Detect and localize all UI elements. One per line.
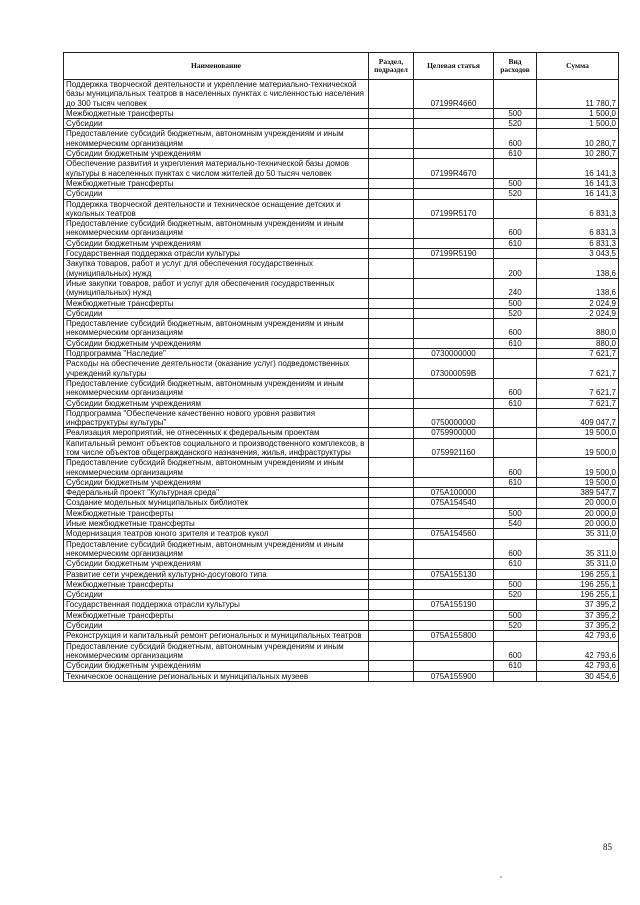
cell-name: Субсидии бюджетным учреждениям (64, 477, 369, 487)
cell-name: Субсидии бюджетным учреждениям (64, 149, 369, 159)
cell-type: 600 (494, 539, 537, 559)
cell-sum: 35 311,0 (537, 539, 619, 559)
cell-target (414, 519, 494, 529)
cell-type: 520 (494, 189, 537, 199)
table-row (64, 149, 619, 159)
cell-name: Реализация мероприятий, не отнесенных к федеральным проектам (64, 428, 369, 438)
table-row (64, 178, 619, 188)
table-row (64, 159, 619, 179)
cell-target: 07199R4660 (414, 80, 494, 109)
cell-section (369, 178, 414, 188)
cell-name: Межбюджетные трансферты (64, 579, 369, 589)
table-row (64, 359, 619, 379)
cell-section (369, 631, 414, 641)
table-body (64, 80, 619, 682)
cell-name: Субсидии бюджетным учреждениям (64, 398, 369, 408)
cell-type: 610 (494, 338, 537, 348)
cell-name: Предоставление субсидий бюджетным, автономным учреждениям и иным некоммерческим организациям (64, 378, 369, 398)
table-row (64, 519, 619, 529)
cell-type: 500 (494, 579, 537, 589)
cell-type: 600 (494, 219, 537, 239)
cell-sum: 19 500,0 (537, 477, 619, 487)
cell-target (414, 108, 494, 118)
cell-section (369, 600, 414, 610)
cell-target (414, 610, 494, 620)
cell-target: 0759921160 (414, 438, 494, 458)
cell-section (369, 378, 414, 398)
cell-target (414, 590, 494, 600)
cell-type: 500 (494, 508, 537, 518)
cell-target: 0750000000 (414, 408, 494, 428)
cell-name: Предоставление субсидий бюджетным, автономным учреждениям и иным некоммерческим организациям (64, 458, 369, 478)
cell-sum: 196 255,1 (537, 579, 619, 589)
cell-sum: 42 793,6 (537, 641, 619, 661)
cell-sum: 3 043,5 (537, 249, 619, 259)
cell-section (369, 359, 414, 379)
cell-section (369, 569, 414, 579)
cell-section (369, 249, 414, 259)
table-row (64, 539, 619, 559)
cell-type: 600 (494, 458, 537, 478)
table-row (64, 80, 619, 109)
table-row (64, 398, 619, 408)
cell-sum: 880,0 (537, 319, 619, 339)
cell-section (369, 621, 414, 631)
cell-sum: 196 255,1 (537, 569, 619, 579)
table-row (64, 259, 619, 279)
cell-sum: 138,6 (537, 259, 619, 279)
cell-sum: 1 500,0 (537, 119, 619, 129)
cell-section (369, 199, 414, 219)
cell-target: 0730000000 (414, 349, 494, 359)
cell-target: 075A155800 (414, 631, 494, 641)
cell-name: Субсидии (64, 308, 369, 318)
table-row (64, 129, 619, 149)
cell-type (494, 349, 537, 359)
table-row (64, 108, 619, 118)
table-row (64, 661, 619, 671)
header-name: Наименование (64, 53, 369, 80)
cell-section (369, 579, 414, 589)
cell-type: 600 (494, 378, 537, 398)
cell-type: 520 (494, 119, 537, 129)
cell-section (369, 671, 414, 681)
table-row (64, 238, 619, 248)
cell-sum: 42 793,6 (537, 631, 619, 641)
cell-section (369, 661, 414, 671)
table-row (64, 338, 619, 348)
cell-sum: 20 000,0 (537, 519, 619, 529)
cell-sum: 16 141,3 (537, 178, 619, 188)
header-sum: Сумма (537, 53, 619, 80)
table-row (64, 631, 619, 641)
cell-type (494, 671, 537, 681)
cell-name: Обеспечение развития и укрепления материально-технической базы домов культуры в населенных пунктах с числом жителей до 50 тысяч человек (64, 159, 369, 179)
cell-target: 07199R5170 (414, 199, 494, 219)
cell-section (369, 539, 414, 559)
cell-sum: 1 500,0 (537, 108, 619, 118)
cell-name: Расходы на обеспечение деятельности (оказание услуг) подведомственных учреждений культуры (64, 359, 369, 379)
cell-section (369, 108, 414, 118)
cell-type (494, 359, 537, 379)
cell-sum: 19 500,0 (537, 438, 619, 458)
cell-sum: 2 024,9 (537, 308, 619, 318)
cell-sum: 37 395,2 (537, 600, 619, 610)
cell-type: 500 (494, 298, 537, 308)
page-number: 85 (603, 842, 612, 852)
cell-sum: 11 780,7 (537, 80, 619, 109)
cell-type: 610 (494, 149, 537, 159)
cell-type: 520 (494, 590, 537, 600)
table-row (64, 458, 619, 478)
cell-target (414, 298, 494, 308)
cell-name: Предоставление субсидий бюджетным, автономным учреждениям и иным некоммерческим организациям (64, 219, 369, 239)
table-row (64, 579, 619, 589)
header-type: Вид расходов (494, 53, 537, 80)
cell-target (414, 458, 494, 478)
cell-target (414, 378, 494, 398)
cell-sum: 37 395,2 (537, 621, 619, 631)
cell-section (369, 428, 414, 438)
cell-target (414, 259, 494, 279)
cell-sum: 10 280,7 (537, 149, 619, 159)
cell-name: Капитальный ремонт объектов социального и производственного комплексов, в том числе объектов общегражданского назначения, жилья, инфраструктуры (64, 438, 369, 458)
cell-target (414, 278, 494, 298)
cell-target: 075A155130 (414, 569, 494, 579)
table-row (64, 378, 619, 398)
cell-type: 500 (494, 610, 537, 620)
table-row (64, 278, 619, 298)
table-row (64, 308, 619, 318)
cell-type (494, 408, 537, 428)
cell-name: Подпрограмма "Обеспечение качественно нового уровня развития инфраструктуры культуры" (64, 408, 369, 428)
cell-type: 610 (494, 559, 537, 569)
cell-sum: 138,6 (537, 278, 619, 298)
cell-section (369, 559, 414, 569)
table-row (64, 600, 619, 610)
table-row (64, 671, 619, 681)
cell-type: 610 (494, 661, 537, 671)
cell-name: Модернизация театров юного зрителя и театров кукол (64, 529, 369, 539)
cell-name: Межбюджетные трансферты (64, 508, 369, 518)
cell-section (369, 610, 414, 620)
cell-sum: 6 831,3 (537, 199, 619, 219)
cell-target (414, 398, 494, 408)
cell-sum: 7 621,7 (537, 398, 619, 408)
scan-speck (500, 876, 502, 878)
cell-target: 075A155190 (414, 600, 494, 610)
cell-target (414, 189, 494, 199)
cell-section (369, 519, 414, 529)
cell-sum: 7 621,7 (537, 349, 619, 359)
cell-target: 075A154560 (414, 529, 494, 539)
cell-type: 600 (494, 319, 537, 339)
table-row (64, 621, 619, 631)
cell-section (369, 129, 414, 149)
header-section: Раздел, подраздел (369, 53, 414, 80)
cell-section (369, 641, 414, 661)
cell-type: 240 (494, 278, 537, 298)
header-target: Целевая статья (414, 53, 494, 80)
cell-section (369, 398, 414, 408)
cell-name: Техническое оснащение региональных и муниципальных музеев (64, 671, 369, 681)
cell-type (494, 80, 537, 109)
cell-name: Предоставление субсидий бюджетным, автономным учреждениям и иным некоммерческим организациям (64, 539, 369, 559)
cell-name: Субсидии бюджетным учреждениям (64, 338, 369, 348)
cell-name: Подпрограмма "Наследие" (64, 349, 369, 359)
cell-name: Субсидии (64, 621, 369, 631)
cell-sum: 880,0 (537, 338, 619, 348)
table-row (64, 569, 619, 579)
table-row (64, 219, 619, 239)
cell-type: 520 (494, 621, 537, 631)
cell-name: Межбюджетные трансферты (64, 108, 369, 118)
cell-target (414, 477, 494, 487)
cell-type (494, 488, 537, 498)
cell-type (494, 569, 537, 579)
cell-target: 07199R5190 (414, 249, 494, 259)
cell-sum: 6 831,3 (537, 219, 619, 239)
cell-type (494, 529, 537, 539)
cell-sum: 6 831,3 (537, 238, 619, 248)
cell-sum: 37 395,2 (537, 610, 619, 620)
cell-target: 075A100000 (414, 488, 494, 498)
cell-type (494, 631, 537, 641)
cell-target (414, 621, 494, 631)
cell-name: Иные закупки товаров, работ и услуг для обеспечения государственных (муниципальных) нужд (64, 278, 369, 298)
cell-name: Поддержка творческой деятельности и укрепление материально-технической базы муниципальных театров в населенных пунктах с численностью населения до 300 тысяч человек (64, 80, 369, 109)
table-row (64, 438, 619, 458)
cell-name: Субсидии бюджетным учреждениям (64, 559, 369, 569)
cell-sum: 20 000,0 (537, 508, 619, 518)
table-row (64, 590, 619, 600)
cell-target (414, 539, 494, 559)
cell-section (369, 590, 414, 600)
cell-sum: 409 047,7 (537, 408, 619, 428)
table-header-row (64, 53, 619, 80)
table-row (64, 641, 619, 661)
cell-type: 610 (494, 238, 537, 248)
cell-name: Межбюджетные трансферты (64, 298, 369, 308)
table-row (64, 298, 619, 308)
cell-section (369, 319, 414, 339)
cell-sum: 42 793,6 (537, 661, 619, 671)
cell-section (369, 477, 414, 487)
cell-sum: 16 141,3 (537, 189, 619, 199)
cell-sum: 35 311,0 (537, 529, 619, 539)
cell-type (494, 498, 537, 508)
cell-sum: 389 547,7 (537, 488, 619, 498)
cell-sum: 19 500,0 (537, 458, 619, 478)
cell-section (369, 238, 414, 248)
cell-name: Федеральный проект "Культурная среда" (64, 488, 369, 498)
cell-type (494, 199, 537, 219)
cell-target (414, 319, 494, 339)
cell-section (369, 438, 414, 458)
cell-section (369, 219, 414, 239)
cell-type: 500 (494, 108, 537, 118)
table-row (64, 477, 619, 487)
cell-target (414, 338, 494, 348)
cell-name: Межбюджетные трансферты (64, 178, 369, 188)
budget-table (63, 52, 619, 682)
cell-type (494, 428, 537, 438)
cell-sum: 7 621,7 (537, 378, 619, 398)
cell-name: Субсидии (64, 119, 369, 129)
cell-sum: 20 000,0 (537, 498, 619, 508)
cell-target (414, 508, 494, 518)
cell-name: Государственная поддержка отрасли культуры (64, 600, 369, 610)
cell-name: Создание модельных муниципальных библиотек (64, 498, 369, 508)
table-row (64, 249, 619, 259)
cell-type (494, 438, 537, 458)
cell-section (369, 298, 414, 308)
cell-target (414, 661, 494, 671)
cell-section (369, 189, 414, 199)
table-row (64, 408, 619, 428)
cell-name: Закупка товаров, работ и услуг для обеспечения государственных (муниципальных) нужд (64, 259, 369, 279)
table-row (64, 349, 619, 359)
cell-type: 610 (494, 477, 537, 487)
cell-section (369, 149, 414, 159)
cell-type: 540 (494, 519, 537, 529)
table-row (64, 488, 619, 498)
table-row (64, 529, 619, 539)
cell-section (369, 159, 414, 179)
cell-target: 075A154540 (414, 498, 494, 508)
cell-sum: 2 024,9 (537, 298, 619, 308)
cell-section (369, 349, 414, 359)
cell-type: 200 (494, 259, 537, 279)
cell-type: 610 (494, 398, 537, 408)
cell-sum: 196 255,1 (537, 590, 619, 600)
cell-target: 075A155900 (414, 671, 494, 681)
cell-name: Реконструкция и капитальный ремонт региональных и муниципальных театров (64, 631, 369, 641)
cell-target (414, 219, 494, 239)
table-row (64, 508, 619, 518)
cell-name: Субсидии бюджетным учреждениям (64, 661, 369, 671)
cell-type: 500 (494, 178, 537, 188)
cell-section (369, 278, 414, 298)
cell-section (369, 498, 414, 508)
cell-name: Развитие сети учреждений культурно-досугового типа (64, 569, 369, 579)
cell-sum: 7 621,7 (537, 359, 619, 379)
cell-section (369, 458, 414, 478)
cell-sum: 19 500,0 (537, 428, 619, 438)
cell-sum: 35 311,0 (537, 559, 619, 569)
cell-section (369, 259, 414, 279)
budget-table-sheet (63, 52, 618, 682)
cell-type: 600 (494, 129, 537, 149)
cell-target (414, 579, 494, 589)
table-row (64, 199, 619, 219)
table-row (64, 428, 619, 438)
cell-section (369, 308, 414, 318)
cell-section (369, 488, 414, 498)
cell-section (369, 529, 414, 539)
cell-name: Предоставление субсидий бюджетным, автономным учреждениям и иным некоммерческим организациям (64, 641, 369, 661)
cell-target (414, 308, 494, 318)
cell-target (414, 641, 494, 661)
cell-section (369, 338, 414, 348)
cell-type: 520 (494, 308, 537, 318)
table-row (64, 119, 619, 129)
cell-section (369, 508, 414, 518)
table-row (64, 559, 619, 569)
table-row (64, 189, 619, 199)
cell-section (369, 408, 414, 428)
cell-target (414, 119, 494, 129)
cell-name: Поддержка творческой деятельности и техническое оснащение детских и кукольных театров (64, 199, 369, 219)
cell-target (414, 149, 494, 159)
cell-name: Субсидии бюджетным учреждениям (64, 238, 369, 248)
cell-type: 600 (494, 641, 537, 661)
cell-name: Предоставление субсидий бюджетным, автономным учреждениям и иным некоммерческим организациям (64, 129, 369, 149)
cell-sum: 30 454,6 (537, 671, 619, 681)
table-row (64, 319, 619, 339)
cell-target (414, 129, 494, 149)
cell-target: 073000059В (414, 359, 494, 379)
cell-target: 0759900000 (414, 428, 494, 438)
cell-name: Государственная поддержка отрасли культуры (64, 249, 369, 259)
cell-section (369, 80, 414, 109)
cell-name: Субсидии (64, 590, 369, 600)
cell-target (414, 178, 494, 188)
cell-target: 07199R4670 (414, 159, 494, 179)
table-row (64, 498, 619, 508)
cell-name: Субсидии (64, 189, 369, 199)
cell-sum: 16 141,3 (537, 159, 619, 179)
cell-section (369, 119, 414, 129)
cell-name: Иные межбюджетные трансферты (64, 519, 369, 529)
cell-type (494, 600, 537, 610)
cell-target (414, 559, 494, 569)
table-row (64, 610, 619, 620)
cell-target (414, 238, 494, 248)
cell-sum: 10 280,7 (537, 129, 619, 149)
cell-name: Межбюджетные трансферты (64, 610, 369, 620)
cell-type (494, 159, 537, 179)
cell-type (494, 249, 537, 259)
cell-name: Предоставление субсидий бюджетным, автономным учреждениям и иным некоммерческим организациям (64, 319, 369, 339)
